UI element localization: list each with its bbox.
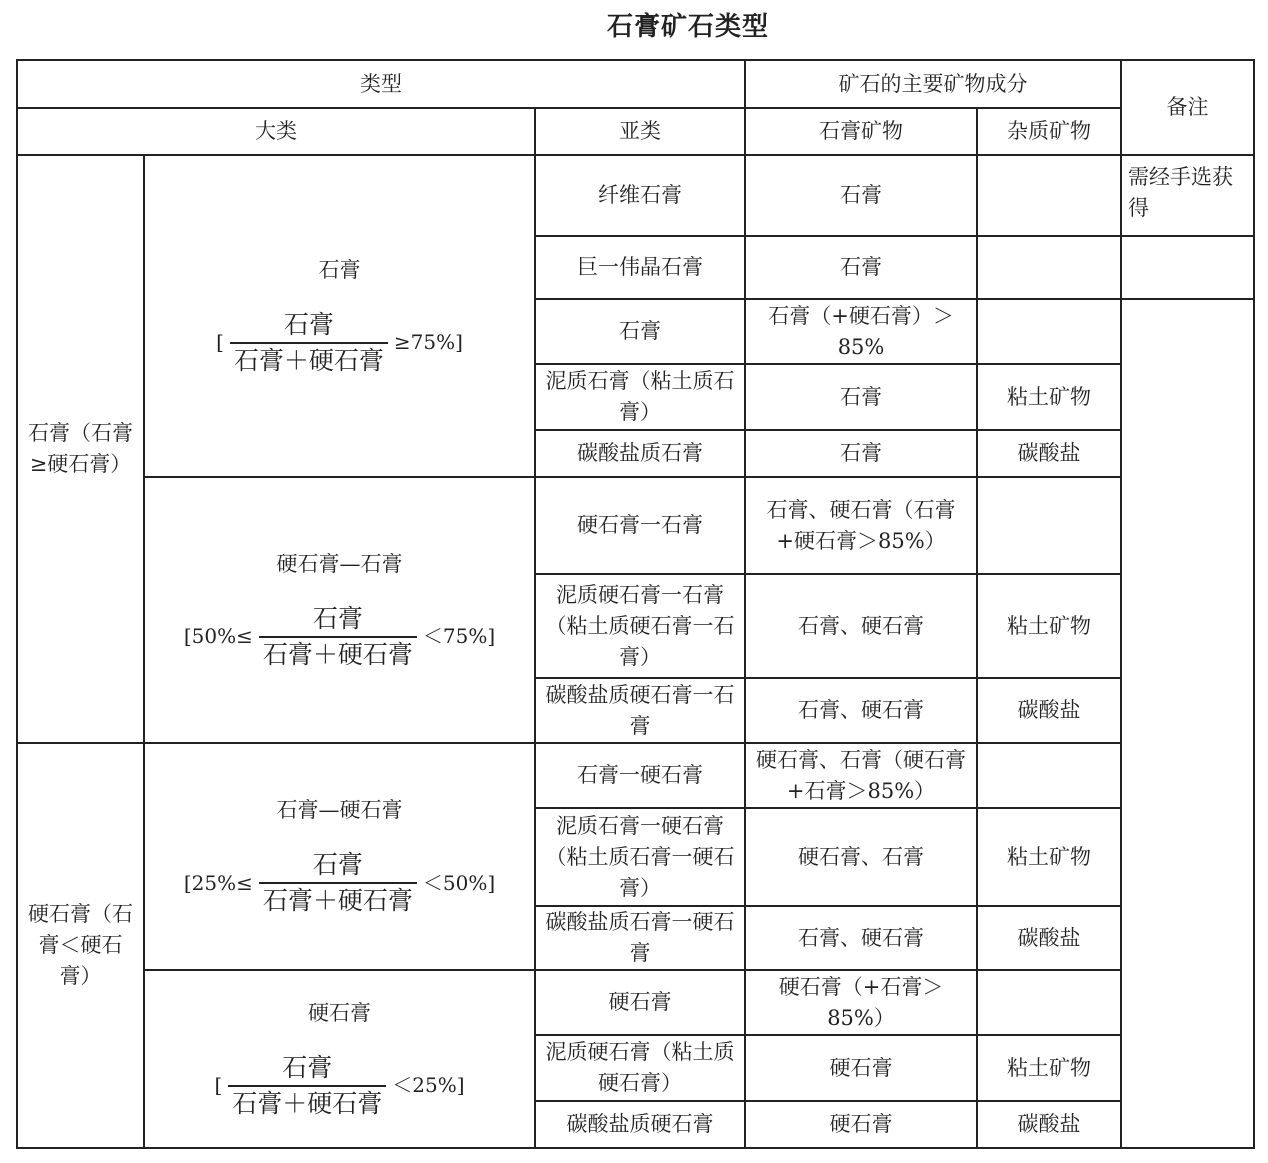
page-title: 石膏矿石类型	[606, 12, 769, 42]
formula-denominator: 石膏＋硬石膏	[259, 882, 417, 918]
header-remark: 备注	[1121, 60, 1254, 155]
impurity-mineral	[977, 743, 1121, 808]
ratio-formula	[216, 308, 463, 378]
gypsum-mineral: 石膏、硬石膏	[745, 906, 977, 970]
formula-denominator: 石膏＋硬石膏	[228, 1085, 386, 1121]
sub-class: 泥质石膏一硬石膏（粘土质石膏一硬石膏）	[535, 808, 745, 906]
formula-denominator: 石膏＋硬石膏	[230, 342, 388, 378]
remark-cell: 需经手选获得	[1121, 155, 1254, 236]
sub-class: 泥质硬石膏（粘土质硬石膏）	[535, 1035, 745, 1101]
gypsum-mineral: 石膏（+硬石膏）＞85%	[745, 299, 977, 364]
impurity-mineral	[977, 477, 1121, 574]
gypsum-mineral: 石膏	[745, 430, 977, 477]
ore-type-table	[16, 59, 1255, 1149]
group-label: 石膏（石膏≥硬石膏）	[17, 155, 144, 743]
table-row	[17, 970, 1254, 1035]
gypsum-mineral: 石膏、硬石膏	[745, 574, 977, 678]
sub-class: 石膏一硬石膏	[535, 743, 745, 808]
impurity-mineral: 碳酸盐	[977, 906, 1121, 970]
remark-cell	[1121, 236, 1254, 299]
formula-left: [50%≤	[183, 624, 253, 648]
formula-denominator: 石膏＋硬石膏	[259, 636, 417, 672]
table-row	[17, 743, 1254, 808]
header-type: 类型	[17, 60, 745, 108]
header-sub-class: 亚类	[535, 108, 745, 155]
ratio-formula	[184, 848, 495, 918]
sub-class: 石膏	[535, 299, 745, 364]
major-class-cell	[144, 743, 535, 970]
header-impurity-mineral: 杂质矿物	[977, 108, 1121, 155]
impurity-mineral: 粘土矿物	[977, 1035, 1121, 1101]
major-class-cell	[144, 477, 535, 743]
formula-right: ＜50%]	[422, 870, 496, 895]
gypsum-mineral: 石膏	[745, 364, 977, 430]
gypsum-mineral: 硬石膏、石膏（硬石膏+石膏＞85%）	[745, 743, 977, 808]
major-class-name: 硬石膏	[308, 1000, 371, 1025]
sub-class: 纤维石膏	[535, 155, 745, 236]
impurity-mineral: 粘土矿物	[977, 364, 1121, 430]
impurity-mineral	[977, 155, 1121, 236]
header-row-1	[17, 60, 1254, 108]
sub-class: 碳酸盐质石膏一硬石膏	[535, 906, 745, 970]
sub-class: 泥质石膏（粘土质石膏）	[535, 364, 745, 430]
impurity-mineral: 粘土矿物	[977, 574, 1121, 678]
impurity-mineral: 粘土矿物	[977, 808, 1121, 906]
formula-numerator: 石膏	[282, 1052, 333, 1082]
formula-numerator: 石膏	[312, 850, 363, 879]
impurity-mineral: 碳酸盐	[977, 430, 1121, 477]
gypsum-mineral: 硬石膏、石膏	[745, 808, 977, 906]
group-label: 硬石膏（石膏＜硬石膏）	[17, 743, 144, 1148]
impurity-mineral: 碳酸盐	[977, 678, 1121, 743]
formula-right: ＜75%]	[422, 624, 496, 648]
sub-class: 碳酸盐质硬石膏一石膏	[535, 678, 745, 743]
ratio-formula	[184, 602, 495, 672]
formula-left: [	[216, 330, 224, 354]
major-class-name: 硬石膏—石膏	[276, 551, 403, 576]
formula-left: [25%≤	[183, 870, 253, 895]
formula-right: ＜25%]	[392, 1073, 465, 1097]
formula-numerator: 石膏	[283, 309, 334, 339]
header-row-2	[17, 108, 1254, 155]
major-class-name: 石膏—硬石膏	[276, 798, 403, 822]
impurity-mineral	[977, 299, 1121, 364]
sub-class: 硬石膏	[535, 970, 745, 1035]
gypsum-mineral: 石膏、硬石膏（石膏+硬石膏＞85%）	[745, 477, 977, 574]
header-main-minerals: 矿石的主要矿物成分	[745, 60, 1121, 108]
ratio-formula	[214, 1051, 464, 1121]
major-class-cell	[144, 970, 535, 1148]
remark-empty-cell	[1121, 299, 1254, 1148]
gypsum-mineral: 石膏	[745, 155, 977, 236]
header-major-class: 大类	[17, 108, 535, 155]
header-gypsum-mineral: 石膏矿物	[745, 108, 977, 155]
formula-numerator: 石膏	[312, 603, 363, 633]
sub-class: 泥质硬石膏一石膏（粘土质硬石膏一石膏）	[535, 574, 745, 678]
sub-class: 巨一伟晶石膏	[535, 236, 745, 299]
impurity-mineral	[977, 970, 1121, 1035]
sub-class: 碳酸盐质硬石膏	[535, 1101, 745, 1148]
sub-class: 硬石膏一石膏	[535, 477, 745, 574]
gypsum-mineral: 硬石膏	[745, 1035, 977, 1101]
table-row	[17, 477, 1254, 574]
gypsum-mineral: 硬石膏	[745, 1101, 977, 1148]
impurity-mineral	[977, 236, 1121, 299]
gypsum-mineral: 石膏、硬石膏	[745, 678, 977, 743]
major-class-cell	[144, 155, 535, 477]
impurity-mineral: 碳酸盐	[977, 1101, 1121, 1148]
formula-right: ≥75%]	[393, 330, 463, 354]
table-row	[17, 155, 1254, 236]
sub-class: 碳酸盐质石膏	[535, 430, 745, 477]
formula-left: [	[214, 1073, 223, 1097]
major-class-name: 石膏	[318, 257, 361, 282]
gypsum-mineral: 硬石膏（+石膏＞85%）	[745, 970, 977, 1035]
gypsum-mineral: 石膏	[745, 236, 977, 299]
